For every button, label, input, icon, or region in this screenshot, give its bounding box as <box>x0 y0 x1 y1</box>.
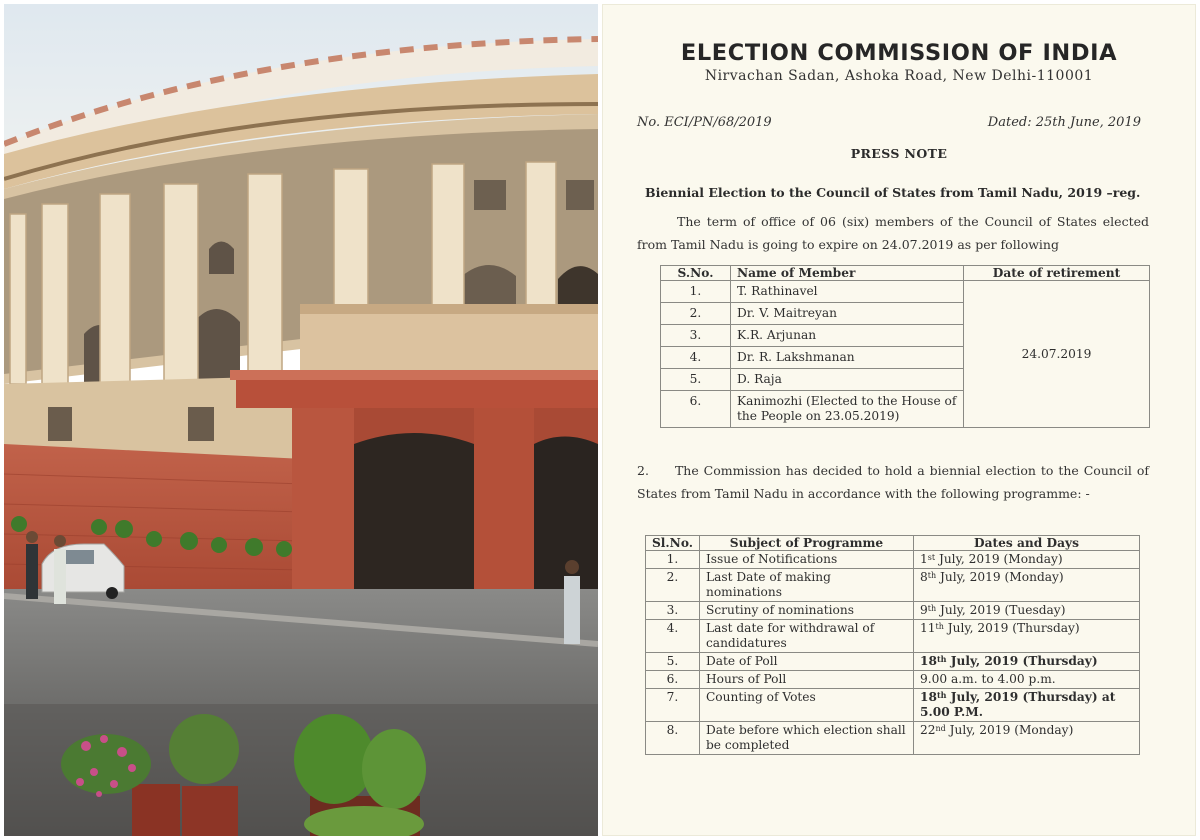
press-note-heading: PRESS NOTE <box>850 146 948 161</box>
member-name: Kanimozhi (Elected to the House of the People on 23.05.2019) <box>731 391 964 428</box>
member-sno: 3. <box>661 325 731 347</box>
programme-date-suffix: th <box>927 604 937 613</box>
paragraph-1-text: The term of office of 06 (six) members of the Council of States elected from Tamil Nadu is going to expire on 24.07.2019 as per following <box>637 214 1149 252</box>
programme-row <box>646 551 1140 569</box>
programme-date-day: 8 <box>919 570 928 584</box>
programme-date-rest: July, 2019 (Thursday) at 5.00 P.M. <box>919 690 1116 719</box>
document-title: ELECTION COMMISSION OF INDIA <box>680 40 1118 66</box>
programme-header-subject: Subject of Programme <box>699 536 913 551</box>
programme-date-day: 9 <box>919 603 928 617</box>
members-header-retirement: Date of retirement <box>964 266 1150 281</box>
programme-date-rest: July, 2019 (Thursday) <box>946 654 1098 668</box>
programme-subject: Issue of Notifications <box>699 551 913 569</box>
programme-row <box>646 602 1140 620</box>
programme-sno: 5. <box>646 653 700 671</box>
programme-date <box>913 722 1139 755</box>
programme-date-day: 9.00 a.m. to 4.00 p.m. <box>919 672 1056 686</box>
press-note-document <box>602 4 1196 836</box>
paragraph-2-number: 2. <box>637 463 649 478</box>
programme-row <box>646 620 1140 653</box>
programme-date-day: 18 <box>919 690 937 704</box>
programme-date-suffix: th <box>936 690 947 700</box>
reference-date: Dated: 25th June, 2019 <box>987 115 1141 130</box>
programme-subject: Scrutiny of nominations <box>699 602 913 620</box>
paragraph-2-text: The Commission has decided to hold a biennial election to the Council of States from Tamil Nadu in accordance with the following programme: - <box>637 463 1149 501</box>
programme-subject: Counting of Votes <box>699 689 913 722</box>
parliament-photo <box>4 4 598 836</box>
programme-sno: 6. <box>646 671 700 689</box>
member-sno: 1. <box>661 281 731 303</box>
programme-date-day: 22 <box>919 723 936 737</box>
programme-date <box>913 671 1139 689</box>
programme-date-suffix: th <box>927 571 937 580</box>
programme-header-sno: Sl.No. <box>646 536 700 551</box>
programme-subject: Hours of Poll <box>699 671 913 689</box>
programme-date-suffix: th <box>936 654 947 664</box>
document-address: Nirvachan Sadan, Ashoka Road, New Delhi-110001 <box>704 68 1094 84</box>
programme-date-day: 18 <box>919 654 937 668</box>
member-sno: 5. <box>661 369 731 391</box>
programme-subject: Date of Poll <box>699 653 913 671</box>
programme-date-rest: July, 2019 (Monday) <box>945 723 1074 737</box>
members-table-header <box>661 266 1150 281</box>
paragraph-2 <box>637 459 1149 505</box>
programme-sno: 8. <box>646 722 700 755</box>
programme-row <box>646 722 1140 755</box>
programme-row <box>646 653 1140 671</box>
programme-date-day: 1 <box>919 552 928 566</box>
member-name: D. Raja <box>731 369 964 391</box>
programme-date-rest: July, 2019 (Monday) <box>935 552 1063 566</box>
members-header-sno: S.No. <box>661 266 731 281</box>
programme-date-suffix: nd <box>935 724 946 733</box>
programme-row <box>646 569 1140 602</box>
member-name: T. Rathinavel <box>731 281 964 303</box>
programme-sno: 7. <box>646 689 700 722</box>
retirement-date: 24.07.2019 <box>964 281 1150 428</box>
programme-date <box>913 602 1139 620</box>
programme-date-rest: July, 2019 (Monday) <box>936 570 1064 584</box>
reference-number: No. ECI/PN/68/2019 <box>637 115 772 130</box>
programme-date <box>913 551 1139 569</box>
programme-row <box>646 671 1140 689</box>
programme-date <box>913 620 1139 653</box>
programme-table <box>645 535 1140 755</box>
members-table <box>660 265 1150 428</box>
parliament-illustration <box>4 4 598 836</box>
member-name: K.R. Arjunan <box>731 325 964 347</box>
programme-row <box>646 689 1140 722</box>
programme-date <box>913 689 1139 722</box>
programme-header-dates: Dates and Days <box>913 536 1139 551</box>
programme-sno: 3. <box>646 602 700 620</box>
members-row <box>661 281 1150 303</box>
member-sno: 2. <box>661 303 731 325</box>
programme-date-rest: July, 2019 (Thursday) <box>943 621 1080 635</box>
subject-line: Biennial Election to the Council of States from Tamil Nadu, 2019 –reg. <box>645 185 1141 200</box>
programme-subject: Last Date of making nominations <box>699 569 913 602</box>
member-sno: 6. <box>661 391 731 428</box>
programme-subject: Date before which election shall be completed <box>699 722 913 755</box>
member-name: Dr. R. Lakshmanan <box>731 347 964 369</box>
programme-sno: 2. <box>646 569 700 602</box>
programme-date-day: 11 <box>919 621 936 635</box>
programme-table-header <box>646 536 1140 551</box>
members-header-name: Name of Member <box>731 266 964 281</box>
programme-sno: 1. <box>646 551 700 569</box>
programme-subject: Last date for withdrawal of candidatures <box>699 620 913 653</box>
programme-table-body <box>646 551 1140 755</box>
member-sno: 4. <box>661 347 731 369</box>
members-table-body <box>661 281 1150 428</box>
programme-date <box>913 569 1139 602</box>
programme-date-suffix: th <box>935 622 944 631</box>
paragraph-1 <box>637 210 1149 256</box>
programme-sno: 4. <box>646 620 700 653</box>
programme-date <box>913 653 1139 671</box>
programme-date-rest: July, 2019 (Tuesday) <box>936 603 1066 617</box>
programme-date-suffix: st <box>927 553 936 562</box>
member-name: Dr. V. Maitreyan <box>731 303 964 325</box>
